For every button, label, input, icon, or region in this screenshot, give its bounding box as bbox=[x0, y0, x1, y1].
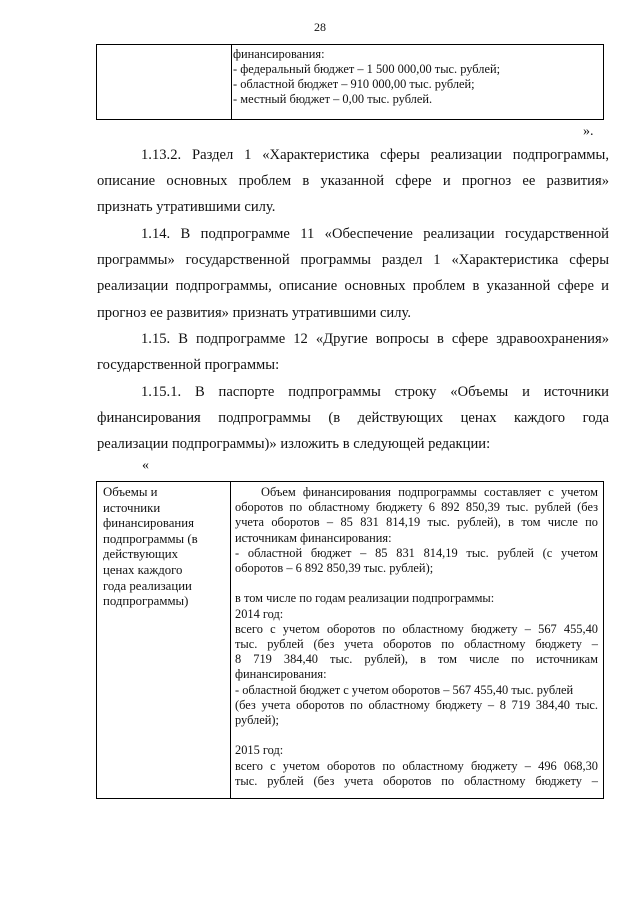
content-line: (без учета оборотов по областному бюджету – 8 719 384,40 тыс. bbox=[235, 697, 598, 712]
header-line: ценах каждого bbox=[103, 562, 183, 577]
text-line: государственной программы: bbox=[97, 357, 280, 374]
page-number: 28 bbox=[314, 20, 326, 34]
text-line: 1.15.1. В паспорте подпрограммы строку «Объемы и источники bbox=[141, 384, 609, 400]
paragraph-1-13-2 bbox=[97, 142, 609, 221]
paragraph-1-15-1 bbox=[97, 379, 609, 458]
text-line: реализации подпрограммы, описание основных проблем в указанной сфере и bbox=[97, 278, 609, 295]
text-line: 1.13.2. Раздел 1 «Характеристика сферы реализации подпрограммы, bbox=[141, 147, 609, 163]
header-line: источники bbox=[103, 500, 161, 515]
funding-line-local: - местный бюджет – 0,00 тыс. рублей. bbox=[233, 92, 433, 106]
table-row-header bbox=[103, 485, 227, 610]
header-line: подпрограммы) bbox=[103, 594, 189, 609]
header-line: действующих bbox=[103, 547, 178, 562]
funding-table-continuation bbox=[96, 44, 604, 120]
content-line: рублей); bbox=[235, 713, 279, 728]
content-line: тыс. рублей (без учета оборотов по областному бюджету – bbox=[235, 773, 598, 788]
subprogram-passport-table bbox=[96, 481, 604, 799]
funding-line-regional: - областной бюджет – 910 000,00 тыс. рублей; bbox=[233, 77, 475, 91]
table-row-content bbox=[235, 485, 598, 789]
text-line: программы» государственной программы раздел 1 «Характеристика сферы bbox=[97, 252, 609, 269]
content-line: учета оборотов – 85 831 814,19 тыс. рублей), в том числе по bbox=[235, 515, 598, 530]
text-line: 1.14. В подпрограмме 11 «Обеспечение реализации государственной bbox=[141, 226, 609, 242]
text-line: прогноз ее развития» признать утратившими силу. bbox=[97, 304, 411, 321]
table-right-cell bbox=[233, 47, 599, 107]
blank-line bbox=[235, 728, 598, 743]
text-line: реализации подпрограммы)» изложить в следующей редакции: bbox=[97, 436, 491, 453]
content-line: всего с учетом оборотов по областному бюджету – 496 068,30 bbox=[235, 758, 598, 773]
blank-line bbox=[235, 576, 598, 591]
text-line: 1.15. В подпрограмме 12 «Другие вопросы в сфере здравоохранения» bbox=[141, 331, 609, 347]
paragraph-1-15 bbox=[97, 326, 609, 378]
content-line: источникам финансирования: bbox=[235, 530, 392, 545]
paragraph-1-14 bbox=[97, 221, 609, 326]
opening-quote: « bbox=[142, 458, 149, 473]
content-line: - областной бюджет с учетом оборотов – 567 455,40 тыс. рублей bbox=[235, 682, 574, 697]
header-line: подпрограммы (в bbox=[103, 531, 198, 546]
content-line: 8 719 384,40 тыс. рублей), в том числе по источникам bbox=[235, 652, 598, 667]
text-line: описание основных проблем в указанной сфере и прогноз ее развития» bbox=[97, 173, 609, 190]
content-line: Объем финансирования подпрограммы составляет с учетом bbox=[261, 485, 598, 499]
funding-line: финансирования: bbox=[233, 47, 325, 61]
table-left-cell-empty bbox=[97, 45, 232, 119]
content-line: - областной бюджет – 85 831 814,19 тыс. рублей (с учетом bbox=[235, 545, 598, 560]
content-line: финансирования: bbox=[235, 667, 327, 682]
table-column-divider bbox=[230, 482, 231, 798]
text-line: финансирования подпрограммы (в действующих ценах каждого года bbox=[97, 410, 609, 427]
header-line: финансирования bbox=[103, 516, 194, 531]
content-line: всего с учетом оборотов по областному бюджету – 567 455,40 bbox=[235, 621, 598, 636]
header-line: года реализации bbox=[103, 578, 192, 593]
content-line: оборотов по областному бюджету 6 892 850,39 тыс. рублей (без bbox=[235, 500, 598, 515]
content-line: тыс. рублей (без учета оборотов по областному бюджету – bbox=[235, 637, 598, 652]
text-line: признать утратившими силу. bbox=[97, 199, 276, 216]
funding-line-federal: - федеральный бюджет – 1 500 000,00 тыс. рублей; bbox=[233, 62, 501, 76]
content-line: 2014 год: bbox=[235, 606, 284, 621]
header-line: Объемы и bbox=[103, 485, 158, 499]
closing-quote: ». bbox=[583, 124, 594, 139]
content-line: 2015 год: bbox=[235, 743, 284, 758]
content-line: оборотов – 6 892 850,39 тыс. рублей); bbox=[235, 561, 434, 576]
content-line: в том числе по годам реализации подпрограммы: bbox=[235, 591, 495, 606]
